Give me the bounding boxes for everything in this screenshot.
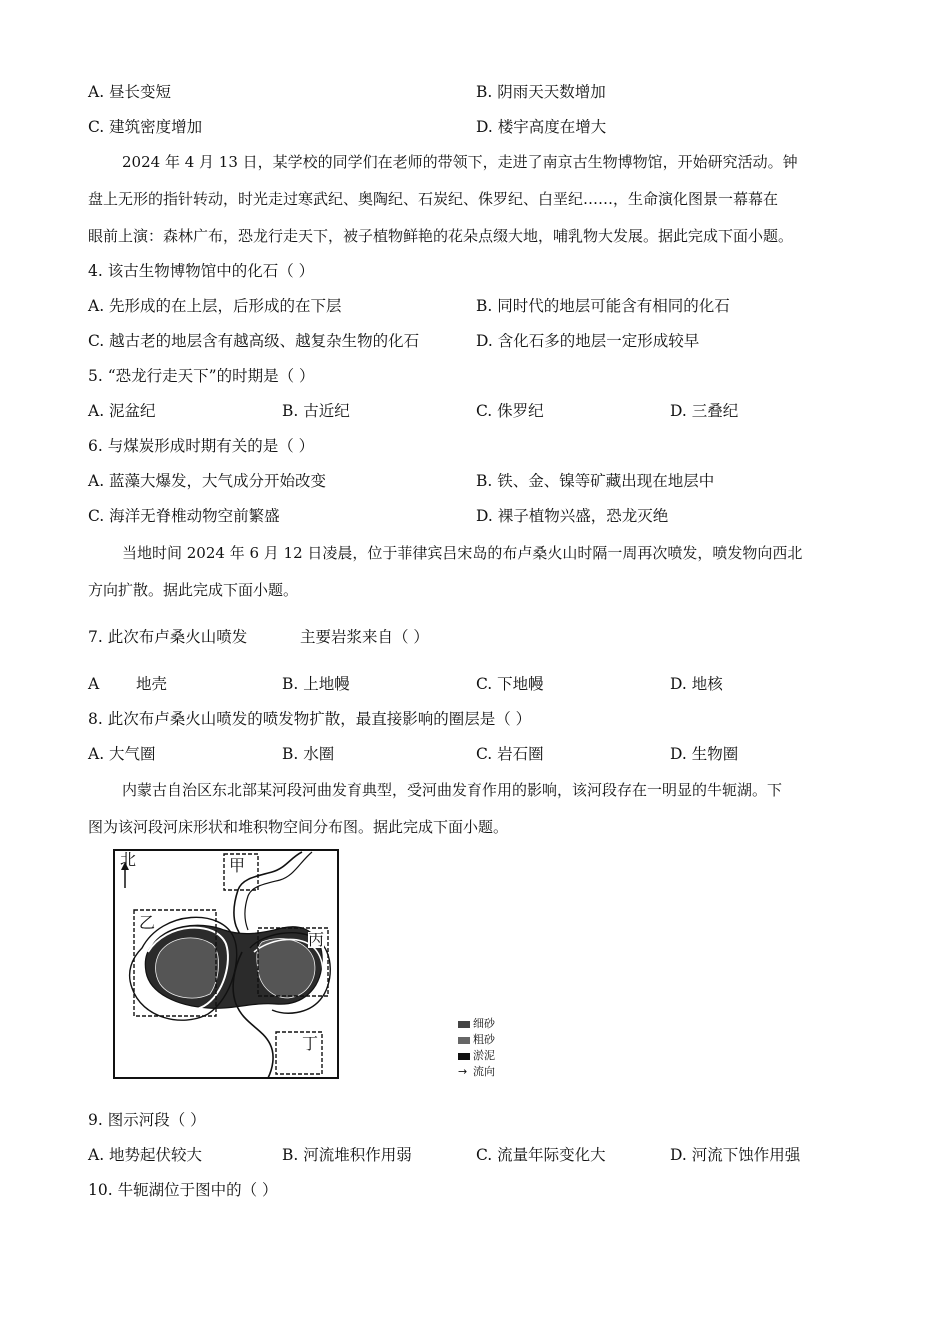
legend-fine-sand xyxy=(458,1018,495,1030)
passage3-line1: 内蒙古自治区东北部某河段河曲发育典型，受河曲发育作用的影响，该河段存在一明显的牛轭湖。下 xyxy=(122,781,783,799)
q3-option-a: A. 昼长变短 xyxy=(88,83,172,101)
legend-silt xyxy=(458,1050,495,1062)
q10-stem: 10. 牛轭湖位于图中的（ ） xyxy=(88,1181,278,1199)
q7-option-a-text: 地壳 xyxy=(136,675,168,693)
q8-option-c: C. 岩石圈 xyxy=(476,745,544,763)
legend-coarse-sand-label: 粗砂 xyxy=(473,1033,495,1046)
q7-option-b: B. 上地幔 xyxy=(282,675,350,693)
q6-stem: 6. 与煤炭形成时期有关的是（ ） xyxy=(88,437,315,455)
coarse-sand-swatch-icon xyxy=(458,1037,470,1044)
fine-sand-swatch-icon xyxy=(458,1021,470,1028)
q6-option-b: B. 铁、金、镍等矿藏出现在地层中 xyxy=(476,472,715,490)
q5-option-a: A. 泥盆纪 xyxy=(88,402,156,420)
label-yi: 乙 xyxy=(139,913,156,932)
q4-stem: 4. 该古生物博物馆中的化石（ ） xyxy=(88,262,315,280)
passage1-line2: 盘上无形的指针转动，时光走过寒武纪、奥陶纪、石炭纪、侏罗纪、白垩纪……，生命演化图景一幕幕在 xyxy=(88,190,779,208)
q6-option-c: C. 海洋无脊椎动物空前繁盛 xyxy=(88,507,280,525)
passage2-line2: 方向扩散。据此完成下面小题。 xyxy=(88,581,299,599)
q4-option-a: A. 先形成的在上层，后形成的在下层 xyxy=(88,297,342,315)
q8-option-d: D. 生物圈 xyxy=(670,745,739,763)
q5-option-b: B. 古近纪 xyxy=(282,402,350,420)
q5-option-c: C. 侏罗纪 xyxy=(476,402,544,420)
q4-option-d: D. 含化石多的地层一定形成较早 xyxy=(476,332,700,350)
legend-flow xyxy=(458,1066,495,1078)
label-bing: 丙 xyxy=(308,930,325,949)
q7-option-c: C. 下地幔 xyxy=(476,675,544,693)
legend-silt-label: 淤泥 xyxy=(473,1049,495,1062)
flow-arrow-icon: → xyxy=(458,1065,468,1078)
q7-stem-part2: 主要岩浆来自（ ） xyxy=(300,628,429,646)
q5-option-d: D. 三叠纪 xyxy=(670,402,739,420)
legend-coarse-sand xyxy=(458,1034,495,1046)
q3-option-c: C. 建筑密度增加 xyxy=(88,118,203,136)
passage1-line3: 眼前上演：森林广布，恐龙行走天下，被子植物鲜艳的花朵点缀大地，哺乳物大发展。据此完成下面小题。 xyxy=(88,227,794,245)
q6-option-a: A. 蓝藻大爆发，大气成分开始改变 xyxy=(88,472,327,490)
label-jia: 甲 xyxy=(229,856,246,875)
q7-option-d: D. 地核 xyxy=(670,675,723,693)
map-graphic xyxy=(112,848,392,1082)
north-label: 北 xyxy=(120,850,137,869)
river-meander-map xyxy=(112,848,495,1082)
label-ding: 丁 xyxy=(302,1034,319,1053)
q9-option-a: A. 地势起伏较大 xyxy=(88,1146,203,1164)
q9-option-d: D. 河流下蚀作用强 xyxy=(670,1146,801,1164)
q7-option-a-letter: A xyxy=(88,675,100,693)
legend-flow-label: 流向 xyxy=(473,1065,495,1078)
passage2-line1: 当地时间 2024 年 6 月 12 日凌晨，位于菲律宾吕宋岛的布卢桑火山时隔一周再次喷发，喷发物向西北 xyxy=(122,544,803,562)
q7-stem-part1: 7. 此次布卢桑火山喷发 xyxy=(88,628,248,646)
q8-option-b: B. 水圈 xyxy=(282,745,335,763)
q4-option-b: B. 同时代的地层可能含有相同的化石 xyxy=(476,297,730,315)
legend-fine-sand-label: 细砂 xyxy=(473,1017,495,1030)
q3-option-b: B. 阴雨天天数增加 xyxy=(476,83,606,101)
q8-option-a: A. 大气圈 xyxy=(88,745,156,763)
q3-option-d: D. 楼宇高度在增大 xyxy=(476,118,607,136)
q9-option-c: C. 流量年际变化大 xyxy=(476,1146,606,1164)
passage3-line2: 图为该河段河床形状和堆积物空间分布图。据此完成下面小题。 xyxy=(88,818,509,836)
fine-sand-lobe-left xyxy=(156,938,219,998)
q8-stem: 8. 此次布卢桑火山喷发的喷发物扩散，最直接影响的圈层是（ ） xyxy=(88,710,532,728)
q9-option-b: B. 河流堆积作用弱 xyxy=(282,1146,412,1164)
passage1-line1: 2024 年 4 月 13 日，某学校的同学们在老师的带领下，走进了南京古生物博物馆，开始研究活动。钟 xyxy=(122,153,798,171)
silt-swatch-icon xyxy=(458,1053,470,1060)
q4-option-c: C. 越古老的地层含有越高级、越复杂生物的化石 xyxy=(88,332,420,350)
q9-stem: 9. 图示河段（ ） xyxy=(88,1111,206,1129)
q5-stem: 5. “恐龙行走天下”的时期是（ ） xyxy=(88,367,315,385)
q6-option-d: D. 裸子植物兴盛，恐龙灭绝 xyxy=(476,507,669,525)
